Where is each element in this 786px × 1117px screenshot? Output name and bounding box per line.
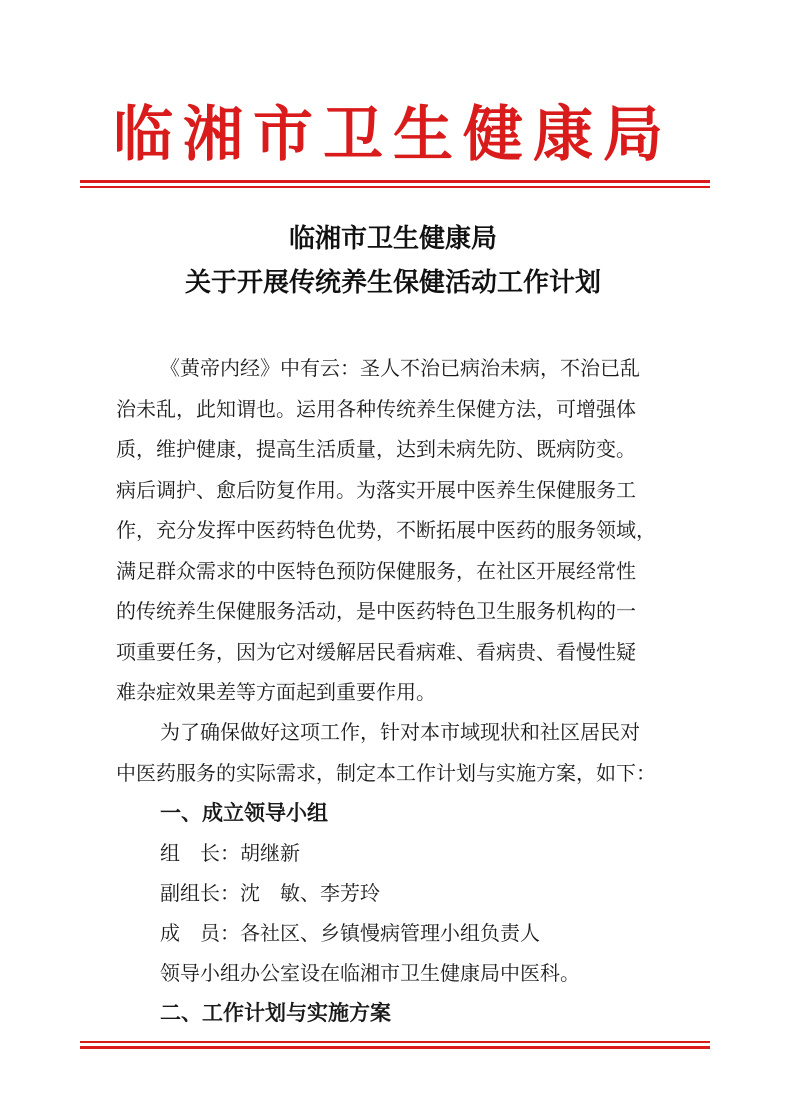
paragraph-line: 为了确保做好这项工作，针对本市域现状和社区居民对: [160, 720, 640, 744]
paragraph-line: 项重要任务，因为它对缓解居民看病难、看病贵、看慢性疑: [116, 639, 636, 664]
paragraph-line: 质，维护健康，提高生活质量，达到未病先防、既病防变。: [116, 437, 636, 461]
paragraph-line: 中医药服务的实际需求，制定本工作计划与实施方案，如下：: [116, 760, 656, 785]
purpose-paragraph: [116, 712, 676, 793]
footer-rule-thick: [80, 1046, 710, 1049]
group-leader: 组 长：胡继新: [160, 841, 300, 865]
group-members: 成 员：各社区、乡镇慢病管理小组负责人: [160, 921, 540, 945]
section-heading-work-plan: 二、工作计划与实施方案: [160, 1001, 391, 1025]
document-title-line2: 关于开展传统养生保健活动工作计划: [184, 268, 601, 298]
paragraph-line: 难杂症效果差等方面起到重要作用。: [116, 680, 436, 704]
letterhead-agency-name: 临湘市卫生健康局: [113, 100, 673, 170]
group-office-location: 领导小组办公室设在临湘市卫生健康局中医科。: [160, 961, 580, 985]
paragraph-line: 治未乱，此知谓也。运用各种传统养生保健方法，可增强体: [116, 396, 636, 421]
paragraph-line: 病后调护、愈后防复作用。为落实开展中医养生保健服务工: [116, 477, 636, 502]
letterhead-rule-thick: [80, 180, 710, 183]
intro-paragraph: [116, 348, 676, 713]
document-title-line1: 临湘市卫生健康局: [288, 224, 497, 254]
section-heading-leadership-group: 一、成立领导小组: [160, 801, 328, 825]
paragraph-line: 的传统养生保健服务活动，是中医药特色卫生服务机构的一: [116, 599, 636, 623]
letterhead-rule-thin: [80, 186, 710, 188]
group-deputy-leaders: 副组长：沈 敏、李芳玲: [160, 881, 380, 905]
paragraph-line: 《黄帝内经》中有云：圣人不治已病治未病，不治已乱: [160, 356, 640, 380]
paragraph-line: 作，充分发挥中医药特色优势，不断拓展中医药的服务领域，: [116, 518, 656, 542]
paragraph-line: 满足群众需求的中医特色预防保健服务，在社区开展经常性: [116, 558, 636, 583]
footer-rule-thin: [80, 1041, 710, 1043]
